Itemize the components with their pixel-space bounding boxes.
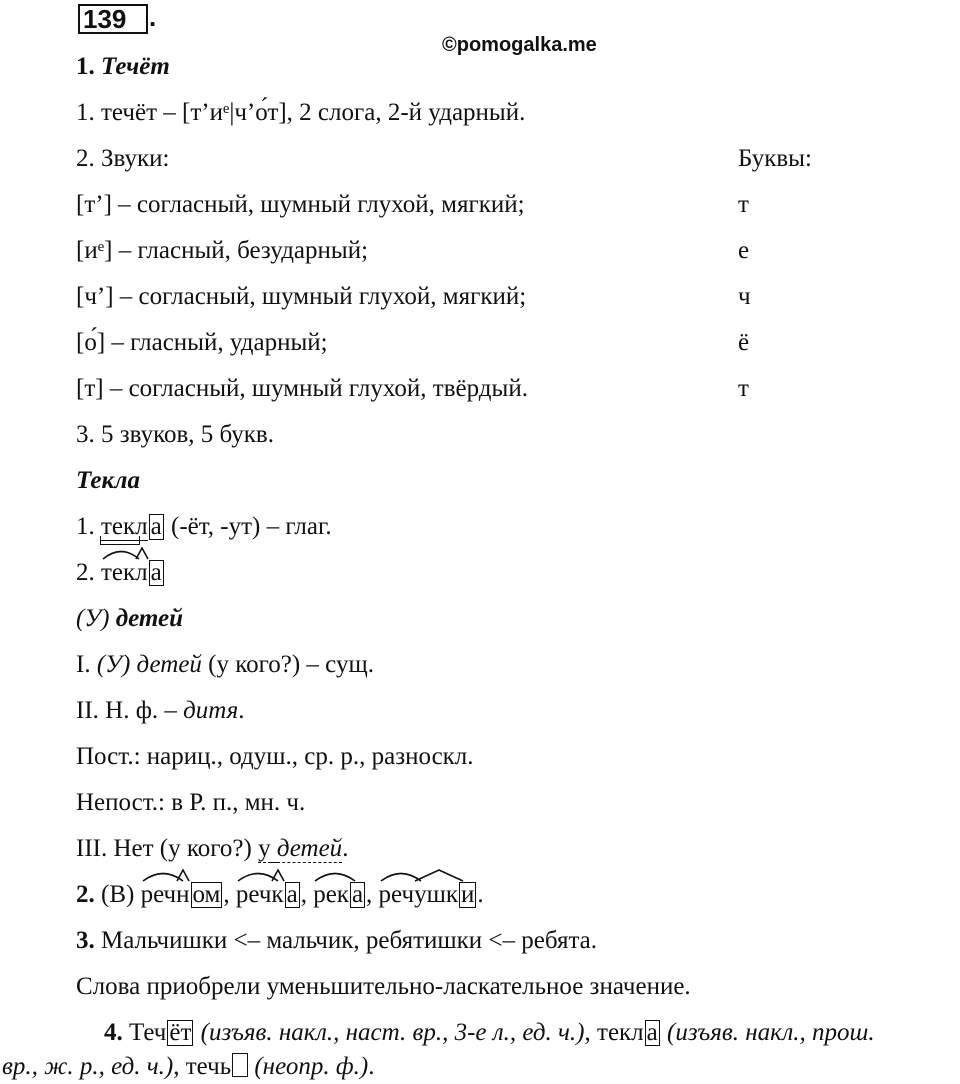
tekla-line-1-rest: (-ёт, -ут) – глаг. [164,513,332,540]
separator: , [300,881,314,908]
sound-row: [т’] – согласный, шумный глухой, мягкий; [76,191,525,218]
word-reka [313,880,366,910]
sounds-label: 2. Звуки: [76,145,170,172]
section-4-line-2 [2,1052,374,1082]
letter-cell: ё [738,329,750,356]
tekla-line-2-number: 2. [76,559,101,586]
tekla-stem: текл [101,512,148,542]
grammar-note: (неопр. ф.) [248,1053,369,1080]
letter-cell: т [738,375,749,402]
ending-box: ом [192,881,221,908]
word-rechka [236,880,301,910]
suffix-segment: л [135,558,147,588]
word-rechnom [141,880,224,910]
section-4-line-1 [104,1018,875,1048]
section-2-prefix: (В) [94,881,141,908]
tekla-title: Текла [76,467,140,494]
grammar-note: (изъяв. накл., наст. вр., 3-е л., ед. ч.) [194,1019,585,1046]
word-rechushki [379,880,478,910]
line-prefix: III. Нет (у кого?) [76,835,259,862]
word-stem: Теч [122,1019,167,1046]
root-segment: реч [236,880,272,910]
word-stem: текл [590,1019,644,1046]
line-rest: (у кого?) – сущ. [201,651,374,678]
letter-cell: е [738,237,750,264]
section-1-number: 1. [76,53,95,80]
preposition-underlined: у [258,835,271,862]
noun-underlined: детей [276,835,343,862]
ending-box: ёт [169,1019,192,1046]
ending-box: а [646,1019,658,1046]
section-3-text: Мальчишки <– мальчик, ребятишки <– ребята. [94,927,598,954]
section-1-word: Течёт [101,53,170,80]
ending-box: а [150,559,162,586]
word-stem: течь [179,1053,232,1080]
deti-title [76,604,183,634]
ending-box: и [461,881,475,908]
sound-count-line: 3. 5 звуков, 5 букв. [76,421,274,448]
phonetic-transcription-line: 1. течёт – [т’иᵉ|ч’о́т], 2 слога, 2-й ударный. [76,99,526,126]
line-suffix: . [342,835,349,862]
section-4-number: 4. [104,1019,123,1046]
root-segment: реч [379,880,415,910]
letter-cell: ч [738,283,751,310]
line-suffix: . [477,881,484,908]
suffix-segment: н [176,880,189,910]
tekla-line-2 [76,558,165,588]
section-2-line [76,880,484,910]
italic-word: (У) детей [96,651,202,678]
zero-ending-box [232,1053,248,1077]
deti-line-2 [76,696,245,726]
root-segment: реч [141,880,177,910]
separator: , [584,1019,591,1046]
section-1-title [76,52,170,82]
stem-bracket [100,536,140,545]
sound-row: [т] – согласный, шумный глухой, твёрдый. [76,375,528,402]
suffix-mark [135,546,149,560]
grammar-note: вр., ж. р., ед. ч.) [2,1053,174,1080]
separator: , [223,881,236,908]
dash-gap [271,835,277,863]
grammar-note: (изъяв. накл., прош. [660,1019,875,1046]
suffix-segment: к [271,880,283,910]
deti-line-1 [76,650,374,680]
deti-title-word: детей [115,605,184,632]
section-3-number: 3. [76,927,95,954]
line-suffix: . [238,697,245,724]
separator: , [173,1053,180,1080]
watermark: ©pomogalka.me [442,34,597,56]
suffix-mark [271,868,285,882]
ending-box: а [150,513,162,540]
exercise-number-dot: . [149,2,157,32]
root-segment: рек [313,880,349,910]
deti-line-5 [76,834,348,864]
deti-line-4: Непост.: в Р. п., мн. ч. [76,789,306,816]
section-2-number: 2. [76,881,95,908]
deti-line-3: Пост.: нариц., одуш., ср. р., разноскл. [76,743,474,770]
line-suffix: . [368,1053,375,1080]
suffix-segment: ушк [414,880,458,910]
sound-row: [ч’] – согласный, шумный глухой, мягкий; [76,283,527,310]
sound-row: [о́] – гласный, ударный; [76,329,328,356]
separator: , [366,881,379,908]
suffix-mark [176,868,190,882]
line-number: I. [76,651,97,678]
letters-label: Буквы: [738,145,812,172]
sound-row: [иᵉ] – гласный, безударный; [76,237,369,264]
root-segment: тек [101,558,135,588]
letter-cell: т [738,191,749,218]
italic-word: дитя [183,697,239,724]
section-3-line [76,926,597,956]
suffix-mark [414,868,464,882]
deti-title-prep: (У) [76,605,110,632]
root-arc [313,868,357,882]
tekla-line-1-number: 1. [76,513,101,540]
ending-box: а [286,881,298,908]
tekla-line-1 [76,512,332,542]
section-3-line-2: Слова приобрели уменьшительно-ласкательное значение. [76,973,691,1000]
ending-box: а [351,881,364,908]
exercise-number: 139 [78,4,148,34]
line-prefix: II. Н. ф. – [76,697,184,724]
